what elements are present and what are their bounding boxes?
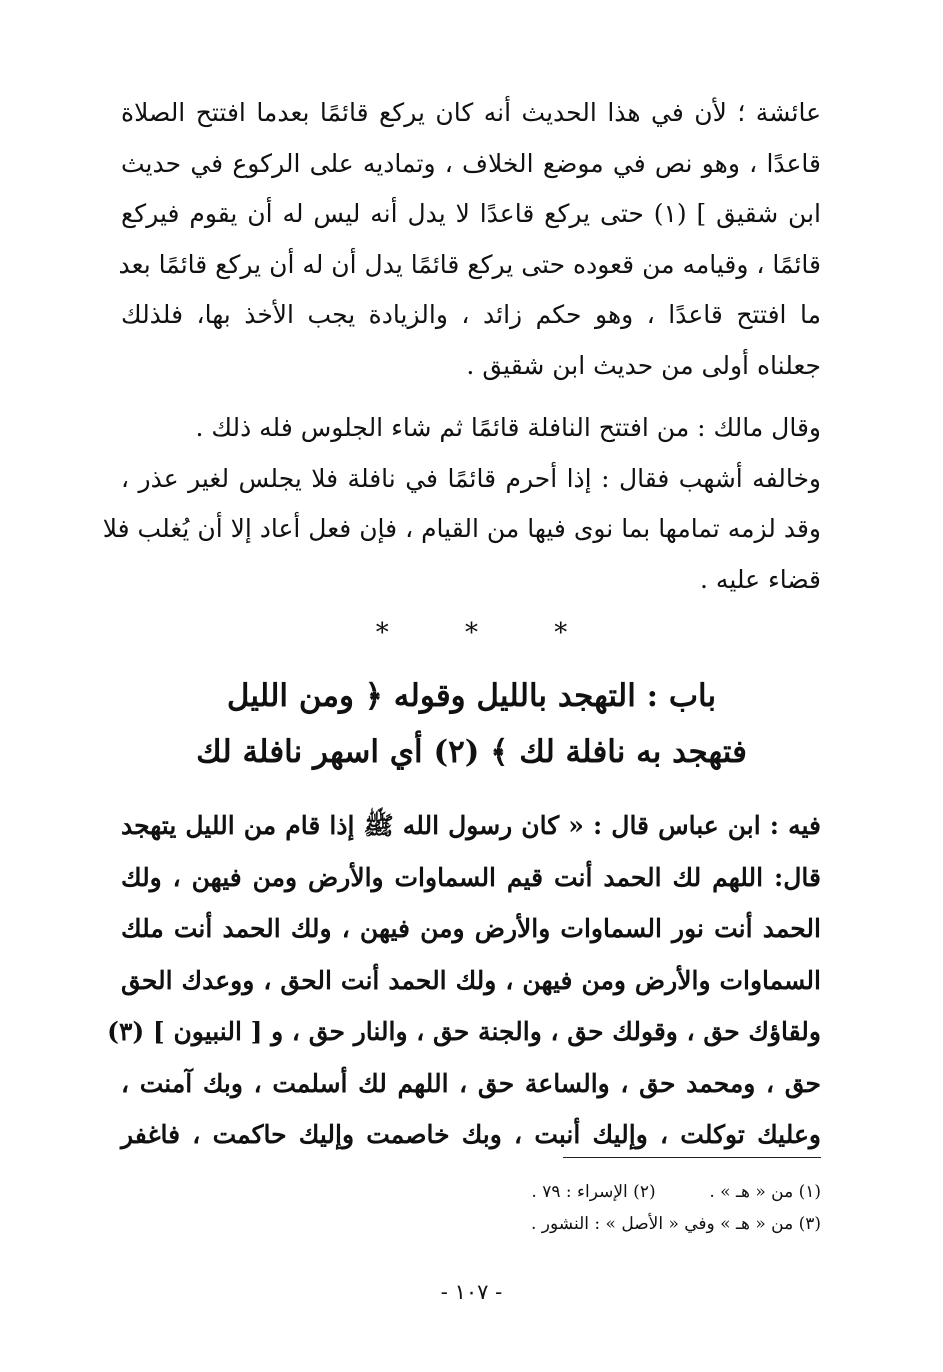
separator-star: * xyxy=(465,618,478,648)
text-line: وقد لزمه تمامها بما نوى فيها من القيام ، فإن فعل أعاد إلا أن يُغلب فلا xyxy=(102,514,821,543)
footnote-2: (٢) الإسراء : ٧٩ . xyxy=(531,1182,656,1202)
paragraph-1 xyxy=(118,88,821,391)
footnote-row xyxy=(121,1176,821,1208)
text-line: جعلناه أولى من حديث ابن شقيق . xyxy=(466,350,821,380)
footnote-1: (١) من « هـ » . xyxy=(709,1182,821,1202)
text-line: حق ، ومحمد حق ، والساعة حق ، اللهم لك أسلمت ، وبك آمنت ، xyxy=(121,1068,821,1098)
text-line: قضاء عليه . xyxy=(700,564,821,594)
paragraph-2 xyxy=(102,403,821,605)
footnotes xyxy=(121,1176,821,1240)
footnote-divider xyxy=(563,1157,821,1158)
text-line: ولقاؤك حق ، وقولك حق ، والجنة حق ، والنار حق ، و [ النبيون ] (٣) xyxy=(107,1017,821,1046)
heading-line: باب : التهجد بالليل وقوله ﴿ ومن الليل xyxy=(226,678,717,714)
chapter-heading xyxy=(0,668,943,780)
page-number: - ١٠٧ - xyxy=(440,1280,503,1304)
separator-star: * xyxy=(554,618,568,648)
text-line: الحمد أنت نور السماوات والأرض ومن فيهن ، ولك الحمد أنت ملك xyxy=(121,914,821,943)
text-line: وخالفه أشهب فقال : إذا أحرم قائمًا في نافلة فلا يجلس لغير عذر ، xyxy=(121,463,821,493)
text-line: وقال مالك : من افتتح النافلة قائمًا ثم شاء الجلوس فله ذلك . xyxy=(195,413,821,442)
text-line: قائمًا ، وقيامه من قعوده حتى يركع قائمًا يدل أن له أن يركع قائمًا بعد xyxy=(118,249,821,279)
text-line: وعليك توكلت ، وإليك أنبت ، وبك خاصمت وإليك حاكمت ، فاغفر xyxy=(121,1120,821,1149)
text-line: ابن شقيق ] (١) حتى يركع قاعدًا لا يدل أنه ليس له أن يقوم فيركع xyxy=(121,199,821,228)
text-line: السماوات والأرض ومن فيهن ، ولك الحمد أنت الحق ، ووعدك الحق xyxy=(121,965,821,995)
text-line: عائشة ؛ لأن في هذا الحديث أنه كان يركع قائمًا بعدما افتتح الصلاة xyxy=(121,98,821,127)
text-line: قال: اللهم لك الحمد أنت قيم السماوات والأرض ومن فيهن ، ولك xyxy=(121,862,821,892)
text-line: فيه : ابن عباس قال : « كان رسول الله ﷺ إذا قام من الليل يتهجد xyxy=(121,811,821,840)
section-separator xyxy=(0,618,943,648)
text-line: قاعدًا ، وهو نص في موضع الخلاف ، وتماديه على الركوع في حديث xyxy=(121,148,821,178)
paragraph-3 xyxy=(107,800,821,1161)
footnote-row xyxy=(121,1208,821,1240)
heading-line: فتهجد به نافلة لك ﴾ (٢) أي اسهر نافلة لك xyxy=(196,734,747,770)
footnote-3: (٣) من « هـ » وفي « الأصل » : النشور . xyxy=(530,1214,821,1234)
separator-star: * xyxy=(375,618,389,648)
text-line: ما افتتح قاعدًا ، وهو حكم زائد ، والزيادة يجب الأخذ بها، فلذلك xyxy=(121,300,821,329)
